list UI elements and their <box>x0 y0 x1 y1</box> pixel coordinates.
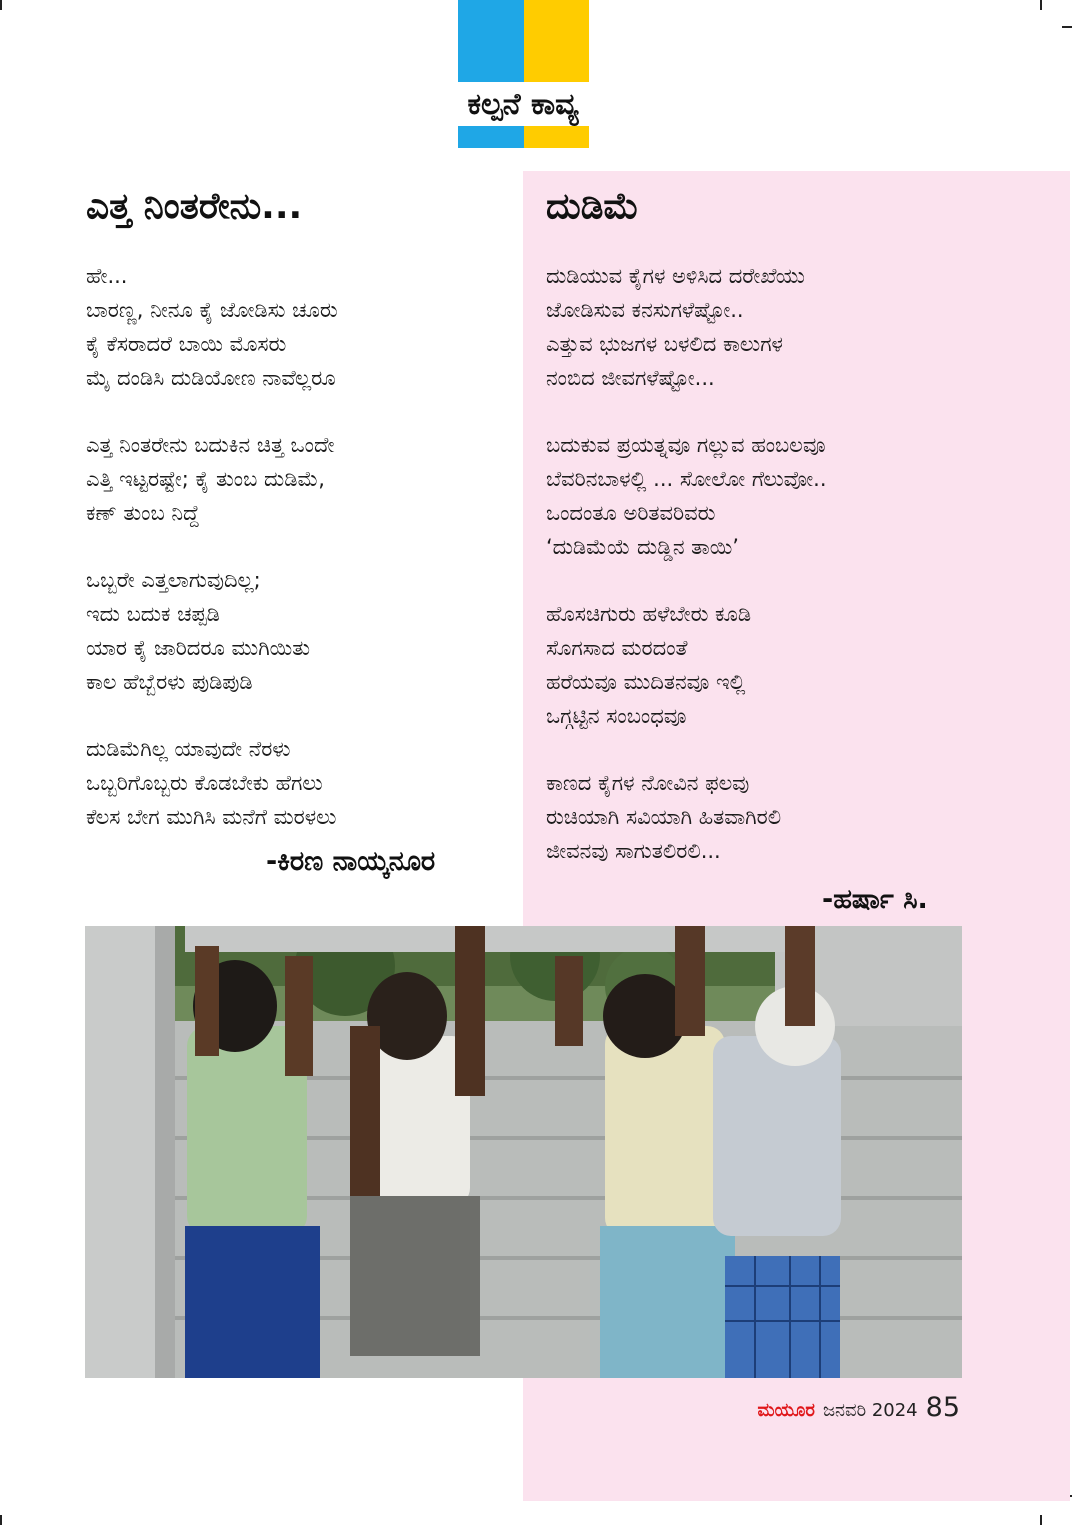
crop-mark <box>1040 1515 1042 1525</box>
poem-line: ಜೀವನವು ಸಾಗುತಲಿರಲಿ... <box>546 839 721 863</box>
poem-line: ಹೇ... <box>86 264 128 288</box>
poem-line: ದುಡಿಯುವ ಕೈಗಳ ಅಳಿಸಿದ ದರೇಖೆಯು <box>546 264 805 288</box>
stanza <box>546 428 1046 564</box>
poem-line: ಕೆಲಸ ಬೇಗ ಮುಗಿಸಿ ಮನೆಗೆ ಮರಳಲು <box>86 805 337 829</box>
poem-line: ಕಣ್ ತುಂಬ ನಿದ್ದೆ <box>86 501 200 525</box>
poem-line: ಬೆವರಿನಬಾಳಲ್ಲಿ ... ಸೋಲೋ ಗೆಲುವೋ.. <box>546 467 827 491</box>
crop-mark <box>1062 26 1072 28</box>
poem-line: ಮೈ ದಂಡಿಸಿ ದುಡಿಯೋಣ ನಾವೆಲ್ಲರೂ <box>86 366 336 390</box>
poem-line: ಎತ್ತ ನಿಂತರೇನು ಬದುಕಿನ ಚಿತ್ತ ಒಂದೇ <box>86 433 335 457</box>
workers-lifting-slab-photo <box>85 926 962 1378</box>
poem-line: ಇದು ಬದುಕ ಚಪ್ಪಡಿ <box>86 602 220 626</box>
crop-mark <box>0 0 2 10</box>
poem-line: ಒಬ್ಬರಿಗೊಬ್ಬರು ಕೊಡಬೇಕು ಹೆಗಲು <box>86 771 323 795</box>
poem-line: ಬದುಕುವ ಪ್ರಯತ್ನವೂ ಗಲ್ಲುವ ಹಂಬಲವೂ <box>546 433 826 457</box>
poem-line: ಹೊಸಚಿಗುರು ಹಳೆಬೇರು ಕೂಡಿ <box>546 602 752 626</box>
stanza <box>86 428 516 530</box>
page-footer <box>758 1392 960 1423</box>
stanza <box>86 732 516 834</box>
magazine-name: ಮಯೂರ <box>757 1400 815 1421</box>
poem-line: ಒಬ್ಬರೇ ಎತ್ತಲಾಗುವುದಿಲ್ಲ; <box>86 568 261 592</box>
poem-line: ಎತ್ತುವ ಭುಜಗಳ ಬಳಲಿದ ಕಾಲುಗಳ <box>546 332 783 356</box>
stanza <box>546 259 1046 395</box>
stanza <box>546 766 1046 868</box>
poem-line: ರುಚಿಯಾಗಿ ಸವಿಯಾಗಿ ಹಿತವಾಗಿರಲಿ <box>546 805 782 829</box>
left-poem-body <box>86 259 516 867</box>
poem-line: ಒಂದಂತೂ ಅರಿತವರಿವರು <box>546 501 716 525</box>
stanza <box>86 259 516 395</box>
poem-line: ಹರೆಯವೂ ಮುದಿತನವೂ ಇಲ್ಲಿ <box>546 670 746 694</box>
poem-line: ಕಾಣದ ಕೈಗಳ ನೋವಿನ ಫಲವು <box>546 771 750 795</box>
page-number: 85 <box>925 1392 960 1423</box>
poem-line: ಕೈ ಕೆಸರಾದರೆ ಬಾಯಿ ಮೊಸರು <box>86 332 287 356</box>
right-poem-body <box>546 259 1046 901</box>
poem-line: ‘ದುಡಿಮೆಯೆ ದುಡ್ಡಿನ ತಾಯಿ’ <box>546 535 739 559</box>
poem-line: ಒಗ್ಗಟ್ಟಿನ ಸಂಬಂಧವೂ <box>546 704 687 728</box>
poem-line: ಸೊಗಸಾದ ಮರದಂತೆ <box>546 636 688 660</box>
stanza <box>86 563 516 699</box>
right-poem-title: ದುಡಿಮೆ <box>546 186 640 227</box>
poem-line: ಜೋಡಿಸುವ ಕನಸುಗಳೆಷ್ಟೋ.. <box>546 298 744 322</box>
poem-line: ಎತ್ತಿ ಇಟ್ಟರಷ್ಟೇ; ಕೈ ತುಂಬ ದುಡಿಮೆ, <box>86 467 325 491</box>
section-title: ಕಲ್ಪನೆ ಕಾವ್ಯ <box>444 82 602 126</box>
left-poem-title: ಎತ್ತ ನಿಂತರೇನು... <box>86 186 303 227</box>
issue-date: ಜನವರಿ 2024 <box>822 1400 918 1421</box>
stanza <box>546 597 1046 733</box>
crop-mark <box>1040 0 1042 10</box>
poem-line: ಯಾರ ಕೈ ಜಾರಿದರೂ ಮುಗಿಯಿತು <box>86 636 311 660</box>
poem-line: ನಂಬಿದ ಜೀವಗಳೆಷ್ಟೋ... <box>546 366 715 390</box>
poem-line: ಕಾಲ ಹೆಬ್ಬೆರಳು ಪುಡಿಪುಡಿ <box>86 670 253 694</box>
poem-line: ಬಾರಣ್ಣ, ನೀನೂ ಕೈ ಜೋಡಿಸು ಚೂರು <box>86 298 338 322</box>
section-logo <box>458 0 589 148</box>
right-poem-author: -ಹರ್ಷಾ ಸಿ. <box>822 884 928 915</box>
poem-line: ದುಡಿಮೆಗಿಲ್ಲ ಯಾವುದೇ ನೆರಳು <box>86 737 291 761</box>
left-poem-author: -ಕಿರಣ ನಾಯ್ಕನೂರ <box>266 846 436 877</box>
crop-mark <box>0 1515 2 1525</box>
